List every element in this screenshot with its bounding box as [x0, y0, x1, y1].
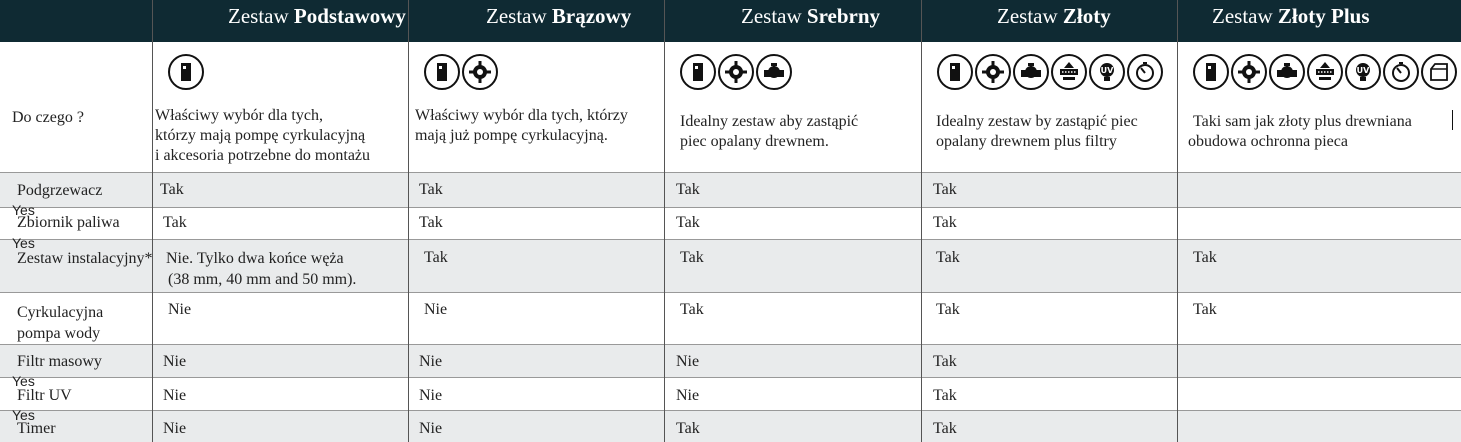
yes-overlay: Yes	[12, 202, 35, 218]
header-srebrny: Zestaw Srebrny	[741, 4, 881, 28]
cell: Nie	[419, 387, 443, 404]
icons-zloty	[937, 54, 1163, 92]
svg-text:UV: UV	[1356, 66, 1370, 75]
cell: Tak	[419, 181, 443, 198]
column-divider	[921, 0, 922, 442]
cell: Tak	[676, 420, 700, 437]
column-divider	[1177, 0, 1178, 442]
cell: Nie	[419, 353, 443, 370]
purpose-srebrny-line1: Idealny zestaw aby zastąpić	[680, 113, 859, 130]
row-divider	[0, 377, 1461, 378]
header-zloty-plus: Zestaw Złoty Plus	[1212, 4, 1370, 28]
row-label-filtr-uv: Filtr UV	[17, 387, 72, 404]
row-divider	[0, 239, 1461, 240]
cell: Tak	[1193, 249, 1217, 266]
row-label-pompa-line2: pompa wody	[17, 325, 101, 342]
cell: Nie	[676, 387, 700, 404]
header-podstawowy: Zestaw Podstawowy	[228, 4, 406, 28]
row-divider	[0, 344, 1461, 345]
cell: Tak	[160, 181, 184, 198]
icons-brazowy	[424, 54, 498, 92]
yes-overlay: Yes	[12, 407, 35, 423]
column-divider	[408, 0, 409, 442]
cell: Tak	[1193, 301, 1217, 318]
icons-zloty-plus	[1193, 54, 1457, 92]
purpose-label: Do czego ?	[12, 109, 84, 126]
row-divider	[0, 292, 1461, 293]
cell: Nie	[168, 301, 192, 318]
cell: Tak	[676, 214, 700, 231]
purpose-brazowy-line1: Właściwy wybór dla tych, którzy	[415, 107, 628, 124]
column-divider	[152, 0, 153, 442]
cell: Tak	[933, 353, 957, 370]
cell: Nie	[163, 420, 187, 437]
gear-icon	[462, 54, 498, 90]
cell: Nie. Tylko dwa końce węża	[166, 250, 344, 267]
cell: Nie	[163, 387, 187, 404]
cell: Tak	[163, 214, 187, 231]
cell: Tak	[936, 249, 960, 266]
purpose-zloty-line2: opalany drewnem plus filtry	[936, 133, 1117, 150]
filter-icon	[1051, 54, 1087, 90]
heater-icon	[680, 54, 716, 90]
cell: Tak	[933, 420, 957, 437]
cell-note: (38 mm, 40 mm and 50 mm).	[168, 271, 357, 288]
purpose-podstawowy-line3: i akcesoria potrzebne do montażu	[155, 147, 371, 164]
heater-icon	[424, 54, 460, 90]
icons-podstawowy	[168, 54, 204, 92]
pump-icon	[1013, 54, 1049, 90]
cell: Nie	[163, 353, 187, 370]
yes-overlay: Yes	[12, 235, 35, 251]
row-label-filtr-masowy: Filtr masowy	[17, 353, 102, 370]
yes-overlay: Yes	[12, 373, 35, 389]
gear-icon	[1231, 54, 1267, 90]
header-zloty: Zestaw Złoty	[997, 4, 1111, 28]
purpose-podstawowy-line2: którzy mają pompę cyrkulacyjną	[155, 127, 366, 144]
gear-icon	[718, 54, 754, 90]
heater-icon	[168, 54, 204, 90]
timer-icon	[1127, 54, 1163, 90]
cell: Tak	[936, 301, 960, 318]
purpose-srebrny-line2: piec opalany drewnem.	[680, 133, 829, 150]
cell: Tak	[680, 249, 704, 266]
row-divider	[0, 172, 1461, 173]
cell: Tak	[680, 301, 704, 318]
header-brazowy: Zestaw Brązowy	[486, 4, 632, 28]
row-band	[0, 172, 1461, 207]
purpose-brazowy-line2: mają już pompę cyrkulacyjną.	[415, 127, 608, 144]
icons-srebrny	[680, 54, 792, 92]
column-divider	[664, 0, 665, 442]
heater-icon	[1193, 54, 1229, 90]
row-label-pompa-line1: Cyrkulacyjna	[17, 304, 104, 321]
timer-icon	[1383, 54, 1419, 90]
cell: Nie	[424, 301, 448, 318]
row-label-zestaw-instalacyjny: Zestaw instalacyjny*	[17, 250, 153, 267]
svg-text:UV: UV	[1100, 66, 1114, 75]
cell: Tak	[424, 249, 448, 266]
row-label-podgrzewacz: Podgrzewacz	[17, 182, 103, 199]
gear-icon	[975, 54, 1011, 90]
cell: Tak	[933, 181, 957, 198]
cell: Nie	[419, 420, 443, 437]
row-label-zbiornik: Zbiornik paliwa	[17, 214, 120, 231]
cell: Nie	[676, 353, 700, 370]
purpose-zloty-line1: Idealny zestaw by zastąpić piec	[936, 113, 1138, 130]
uv-icon	[1089, 54, 1125, 90]
cell: Tak	[933, 387, 957, 404]
row-label-timer: Timer	[17, 420, 56, 437]
uv-icon	[1345, 54, 1381, 90]
pump-icon	[756, 54, 792, 90]
cell: Tak	[419, 214, 443, 231]
purpose-podstawowy-line1: Właściwy wybór dla tych,	[155, 107, 323, 124]
row-divider	[0, 207, 1461, 208]
row-divider	[0, 410, 1461, 411]
purpose-zloty-plus-line2: obudowa ochronna pieca	[1188, 133, 1348, 150]
row-band	[0, 410, 1461, 442]
cover-icon	[1421, 54, 1457, 90]
cell: Tak	[676, 181, 700, 198]
row-band	[0, 344, 1461, 377]
text-caret	[1452, 110, 1453, 130]
pump-icon	[1269, 54, 1305, 90]
cell: Tak	[933, 214, 957, 231]
purpose-zloty-plus-line1: Taki sam jak złoty plus drewniana	[1193, 113, 1412, 130]
heater-icon	[937, 54, 973, 90]
filter-icon	[1307, 54, 1343, 90]
